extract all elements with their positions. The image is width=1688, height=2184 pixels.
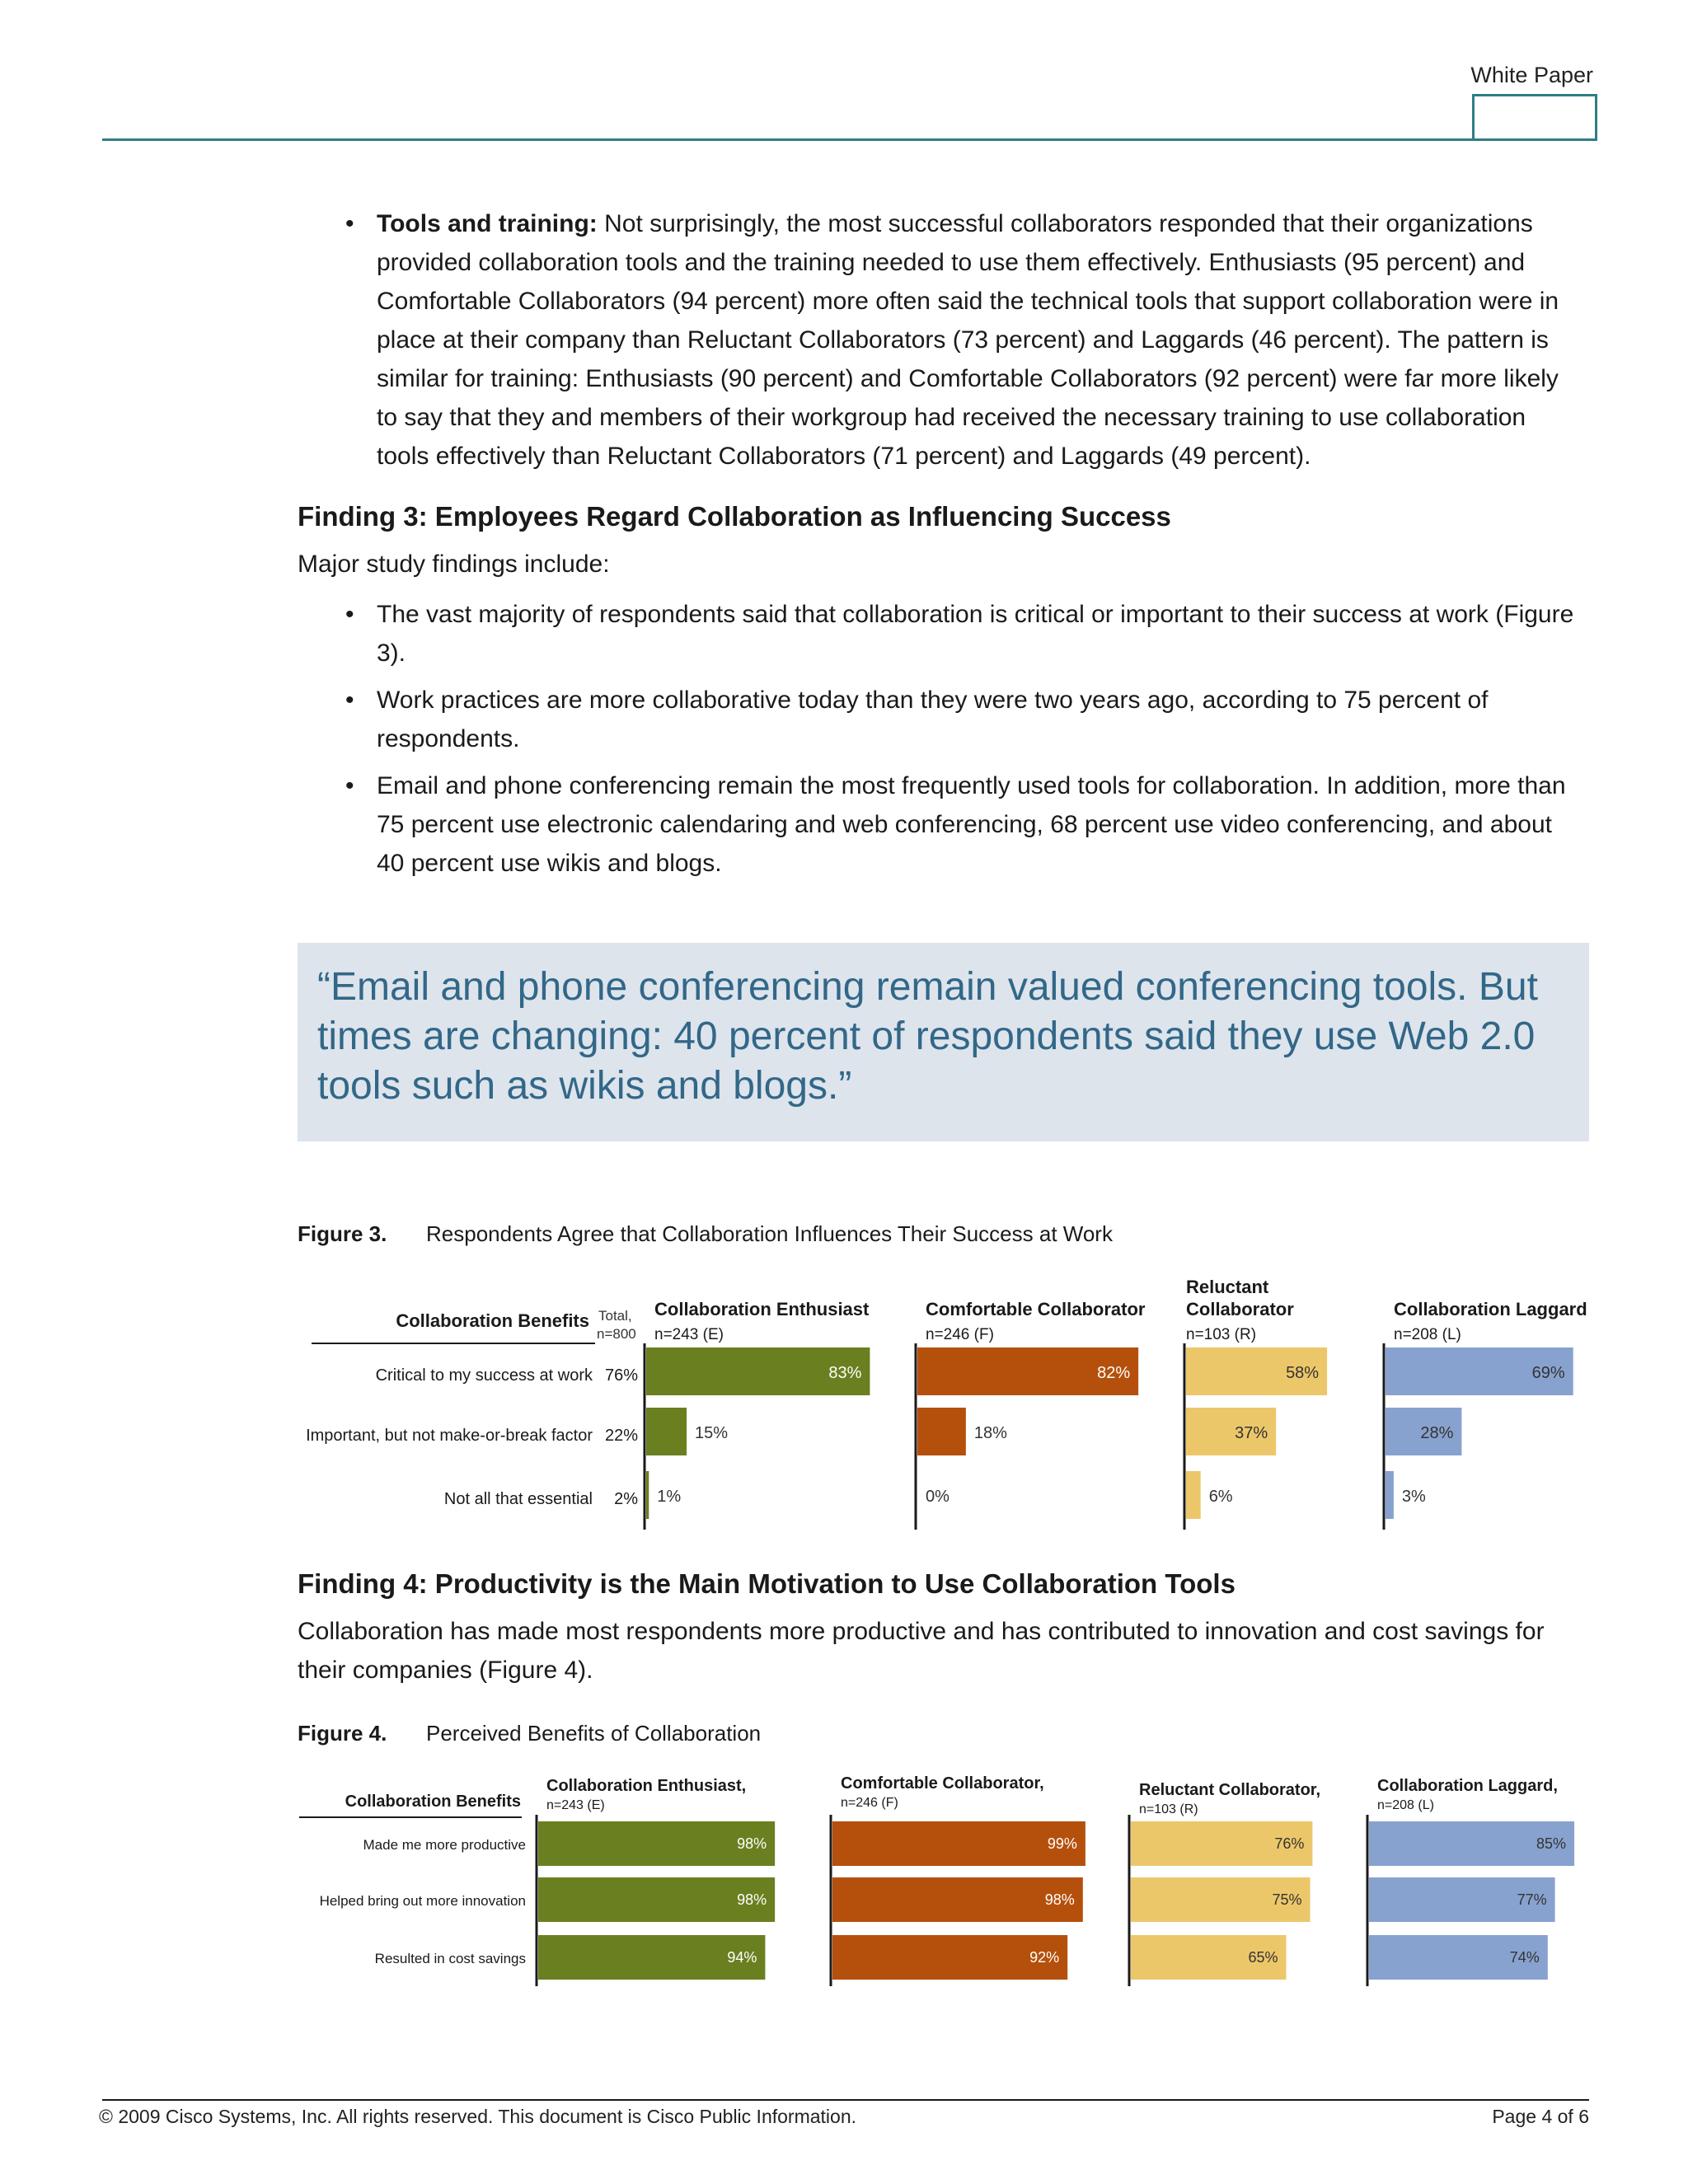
figure4-caption <box>298 1721 761 1746</box>
series-name: Collaboration Enthusiast, <box>546 1777 747 1795</box>
bar-value-label: 69% <box>1531 1364 1565 1382</box>
category-label: Resulted in cost savings <box>374 1951 526 1966</box>
series-name: Collaboration Laggard, <box>1377 1777 1558 1795</box>
bar-value-label: 76% <box>1274 1835 1305 1852</box>
bar-value-label: 83% <box>828 1364 862 1382</box>
series-name: Reluctant <box>1186 1277 1269 1297</box>
figure4-svg <box>0 1772 1688 1994</box>
finding4-text: Collaboration has made most respondents more productive and has contributed to innovation and cost savings for their companies (Figure 4). <box>298 1618 1545 1684</box>
bar <box>1186 1471 1201 1519</box>
finding3-heading: Finding 3: Employees Regard Collaboration as Influencing Success <box>298 501 1171 532</box>
finding4-heading: Finding 4: Productivity is the Main Motivation to Use Collaboration Tools <box>298 1568 1236 1599</box>
finding3-intro: Major study findings include: <box>298 551 610 578</box>
bar-value-label: 98% <box>1044 1891 1075 1908</box>
bar-value-label: 77% <box>1517 1891 1547 1908</box>
header-rule <box>102 138 1595 141</box>
bar-value-label: 1% <box>657 1488 682 1506</box>
row-header: Collaboration Benefits <box>345 1793 521 1811</box>
main-content <box>298 204 1583 891</box>
total-value-label: 22% <box>604 1427 638 1445</box>
series-n-label: n=208 (L) <box>1377 1798 1434 1812</box>
pull-quote: “Email and phone conferencing remain valued conferencing tools. But times are changing: 40 percent of respondents said they use Web 2.0 tools such as wikis and blogs.” <box>298 943 1589 1141</box>
bar <box>917 1408 966 1455</box>
series-name: Collaboration Enthusiast <box>654 1299 870 1319</box>
tools-label: Tools and training: <box>377 210 598 237</box>
category-label: Critical to my success at work <box>375 1366 593 1385</box>
bar-value-label: 6% <box>1208 1488 1233 1506</box>
tools-text: Not surprisingly, the most successful collaborators responded that their organizations provided collaboration tools and the training needed to use them effectively. Enthusiasts (95 percent) and Comfortable Collaborators (94 percent) more often said the technical tools that support collaboration were in place at their company than Reluctant Collaborators (73 percent) and Laggards (46 percent). The pattern is similar for training: Enthusiasts (90 percent) and Comfortable Collaborators (92 percent) were far more likely to say that they and members of their workgroup had received the necessary training to use collaboration tools effectively than Reluctant Collaborators (71 percent) and Laggards (49 percent). <box>377 210 1559 470</box>
bar-value-label: 15% <box>695 1424 729 1442</box>
list-item <box>377 204 1583 476</box>
bar-value-label: 0% <box>926 1488 950 1506</box>
footer-copyright: © 2009 Cisco Systems, Inc. All rights reserved. This document is Cisco Public Information. <box>99 2106 857 2127</box>
bar-value-label: 92% <box>1029 1949 1060 1966</box>
figure4-number: Figure 4. <box>298 1721 387 1746</box>
total-header: Total, <box>598 1308 632 1324</box>
bar-value-label: 18% <box>973 1424 1007 1442</box>
bar-value-label: 75% <box>1272 1891 1302 1908</box>
bar <box>646 1471 649 1519</box>
series-n-label: n=243 (E) <box>546 1798 605 1812</box>
list-item: • Work practices are more collaborative today than they were two years ago, according to 75 percent of respondents. <box>377 681 1583 758</box>
footer-page-number: Page 4 of 6 <box>1492 2106 1589 2127</box>
header-label: White Paper <box>1470 63 1593 87</box>
series-name: Comfortable Collaborator, <box>841 1774 1044 1793</box>
bar-value-label: 65% <box>1248 1949 1278 1966</box>
bar-value-label: 37% <box>1235 1424 1268 1442</box>
total-value-label: 76% <box>604 1366 638 1385</box>
total-value-label: 2% <box>614 1490 638 1508</box>
finding3-bullet-list <box>298 595 1583 883</box>
row-header: Collaboration Benefits <box>396 1310 589 1331</box>
series-n-label: n=103 (R) <box>1139 1802 1198 1816</box>
figure4-title: Perceived Benefits of Collaboration <box>426 1721 762 1746</box>
figure4-chart <box>0 1772 1688 1999</box>
series-n-label: n=246 (F) <box>841 1796 898 1810</box>
series-name: Collaboration Laggard <box>1394 1299 1587 1319</box>
figure3-caption <box>298 1221 1113 1247</box>
header-tab <box>1472 94 1597 141</box>
figure3-title: Respondents Agree that Collaboration Influences Their Success at Work <box>426 1221 1113 1246</box>
series-n-label: n=103 (R) <box>1186 1326 1257 1343</box>
series-n-label: n=246 (F) <box>926 1326 994 1343</box>
list-item: • Email and phone conferencing remain the most frequently used tools for collaboration. In addition, more than 75 percent use electronic calendaring and web conferencing, 68 percent use video conferencing, and about 40 percent use wikis and blogs. <box>377 766 1583 883</box>
bar-value-label: 74% <box>1509 1949 1540 1966</box>
total-header-n: n=800 <box>597 1326 636 1342</box>
category-label: Made me more productive <box>363 1837 526 1853</box>
category-label: Important, but not make-or-break factor <box>306 1427 593 1445</box>
series-name: Collaborator <box>1186 1299 1294 1319</box>
bar-value-label: 94% <box>727 1949 757 1966</box>
list-item: • The vast majority of respondents said that collaboration is critical or important to their success at work (Figure 3). <box>377 595 1583 673</box>
bar-value-label: 82% <box>1097 1364 1131 1382</box>
series-name: Reluctant Collaborator, <box>1139 1781 1321 1799</box>
finding4-section <box>298 1566 1583 1690</box>
bar-value-label: 98% <box>737 1891 767 1908</box>
bar-value-label: 85% <box>1536 1835 1567 1852</box>
bar-value-label: 58% <box>1286 1364 1320 1382</box>
category-label: Helped bring out more innovation <box>319 1893 526 1909</box>
bar-value-label: 28% <box>1420 1424 1454 1442</box>
series-n-label: n=208 (L) <box>1394 1326 1461 1343</box>
bar <box>646 1408 687 1455</box>
figure3-chart <box>0 1261 1688 1545</box>
category-label: Not all that essential <box>443 1490 593 1508</box>
bar-value-label: 98% <box>737 1835 767 1852</box>
bar-value-label: 3% <box>1401 1488 1426 1506</box>
bar-value-label: 99% <box>1047 1835 1077 1852</box>
tools-bullet-list <box>298 204 1583 476</box>
bar <box>1386 1471 1394 1519</box>
figure3-number: Figure 3. <box>298 1221 387 1246</box>
footer-rule <box>102 2099 1589 2101</box>
series-n-label: n=243 (E) <box>654 1326 724 1343</box>
series-name: Comfortable Collaborator <box>926 1299 1146 1319</box>
figure3-svg <box>0 1261 1688 1541</box>
